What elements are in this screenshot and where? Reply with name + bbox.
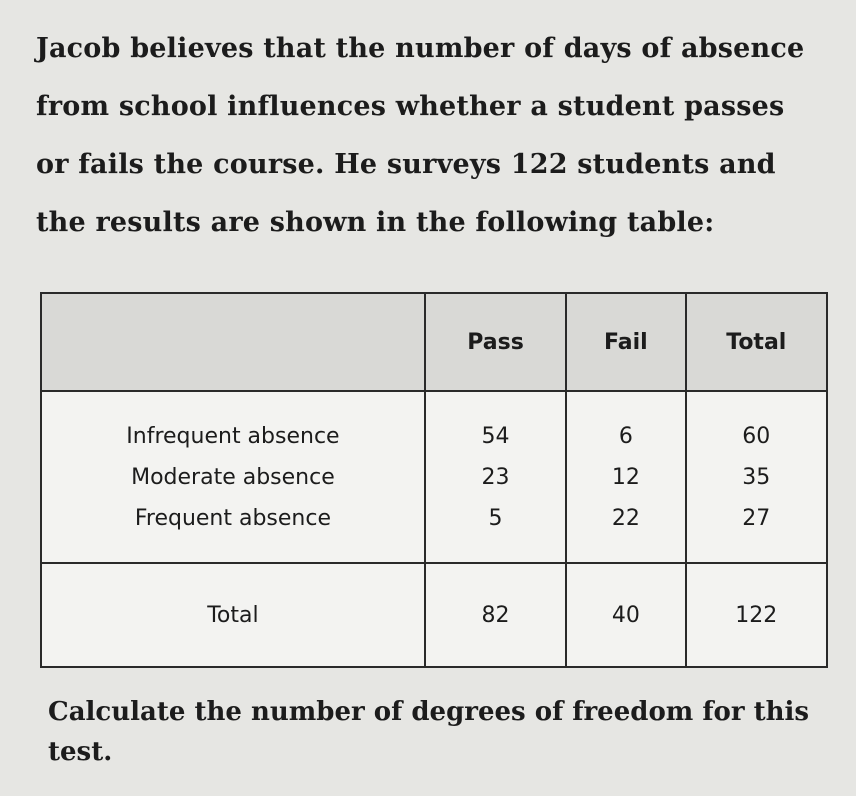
row-label-frequent: Frequent absence [134,505,332,531]
pass-frequent: 5 [488,505,503,531]
pass-infrequent: 54 [481,423,510,449]
row-labels-cell [41,391,425,563]
header-pass: Pass [425,293,566,391]
header-fail: Fail [566,293,685,391]
total-frequent: 27 [742,505,771,531]
fail-moderate: 12 [611,464,640,490]
pass-moderate: 23 [481,464,510,490]
row-label-infrequent: Infrequent absence [126,423,340,449]
total-infrequent: 60 [742,423,771,449]
fail-frequent: 22 [611,505,640,531]
total-pass: 82 [425,563,566,667]
table-total-row [41,563,827,667]
row-label-moderate: Moderate absence [131,464,335,490]
problem-statement: Jacob believes that the number of days of absence from school influences whether a student passes or fails the course. He surveys 122 students and the results are shown in the following table: [36,33,805,238]
pass-values-cell [425,391,566,563]
header-blank-cell [41,293,425,391]
question-text: Calculate the number of degrees of freedom for this test. [48,697,810,767]
fail-infrequent: 6 [618,423,633,449]
contingency-table [40,292,828,668]
total-moderate: 35 [742,464,771,490]
total-row-label: Total [41,563,425,667]
total-fail: 40 [566,563,685,667]
grand-total: 122 [686,563,827,667]
total-values-cell [686,391,827,563]
table-body-row [41,391,827,563]
fail-values-cell [566,391,685,563]
header-total: Total [686,293,827,391]
table-header-row [41,293,827,391]
